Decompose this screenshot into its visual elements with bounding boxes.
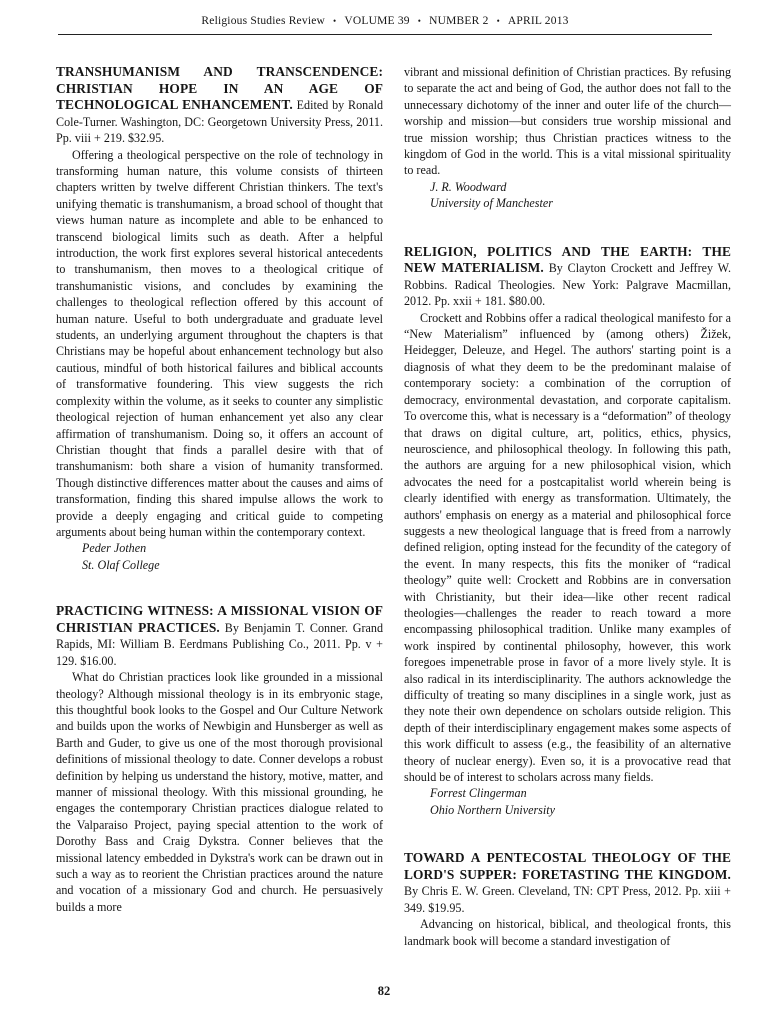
reviewer-affiliation: St. Olaf College xyxy=(82,557,160,572)
review-body: Crockett and Robbins offer a radical theological manifesto for a “New Materialism” influenced by (among others) Žižek, Heidegger, Deleuze, and Hegel. The authors' starting point is a diagnosis of what they deem to be the predominant malaise of contemporary society: a combination of the corruption of democracy, environmental devastation, and corporate capitalism. To overcome this, what is necessary is a “deformation” of theology that draws on digital culture, art, politics, ethics, physics, neuroscience, and philosophical theology. In following this path, the authors are arguing for a new philosophical vision, which advocates the need for a postcapitalist world wherein being is clearly identified with energy as transformation. Ultimately, the authors' emphasis on energy as a material and philosophical force suggests a new theological language that is freed from a narrowly defined religion, opting instead for the fecundity of the category of the event. In many respects, this fits the moniker of “radical theology” quite well: Crockett and Robbins are in conversation with Christianity, but their idea—like other recent radical theologies—challenges the reader to reach toward a more encompassing philosophical tradition. Unlike many examples of work inspired by continental philosophy, however, this work foregoes impenetrable prose in favor of a more lively style. It is also radical in its interdisciplinarity. The authors acknowledge the difficulty of treating so many disciplines in a single work, just as they note their own dependence on scholars outside religion. This depth of their interdisciplinary engagement makes some aspects of this work difficult to assess (e.g., the feasibility of an alternative theory of nuclear energy). Even so, it is a provocative read that should be of interest to scholars across many fields. xyxy=(404,310,731,785)
left-column xyxy=(56,64,383,915)
review-heading xyxy=(56,603,383,669)
journal-name: Religious Studies Review xyxy=(201,15,326,27)
review-heading xyxy=(404,850,731,916)
reviewer-affiliation: Ohio Northern University xyxy=(430,802,555,817)
reviewer-name: Peder Jothen xyxy=(82,541,147,556)
review-body: What do Christian practices look like grounded in a missional theology? Although missional theology is in its embryonic stage, this thoughtful book looks to the Gospel and Our Culture Network and builds upon the works of Newbigin and Hunsberger as well as Barth and Guder, to give us one of the most thorough provisional definitions of missional theology to date. Conner develops a robust definition by helping us understand the history, motive, matter, and manner of missional theology. With this missional grounding, he engages the contemporary Christian practices dialogue related to the Valparaiso Project, paying special attention to the work of Dorothy Bass and Craig Dykstra. Conner believes that the missional latency embedded in Dykstra's work can be drawn out in such a way as to reorient the Christian practices around the nature and vocation of a missionary God and church. He persuasively builds a more xyxy=(56,670,383,914)
header-separator: • xyxy=(333,16,337,26)
header-separator: • xyxy=(496,16,500,26)
issue-number: NUMBER 2 xyxy=(429,15,489,27)
book-publication-info: Edited by Ronald Cole-Turner. Washington, DC: Georgetown University Press, 2011. Pp. viii + 219. $32.95. xyxy=(56,98,383,146)
volume-label: VOLUME 39 xyxy=(344,15,410,27)
review-heading xyxy=(404,244,731,310)
book-publication-info: By Benjamin T. Conner. Grand Rapids, MI: William B. Eerdmans Publishing Co., 2011. Pp. v + 129. $16.00. xyxy=(56,620,383,668)
issue-date: APRIL 2013 xyxy=(507,15,569,27)
section-gap xyxy=(404,212,731,244)
running-header xyxy=(58,8,712,35)
header-separator: • xyxy=(417,16,422,26)
section-gap xyxy=(56,573,383,603)
review-body: Advancing on historical, biblical, and theological fronts, this landmark book will become a standard investigation of xyxy=(404,917,731,948)
review-practicing-witness xyxy=(56,603,383,915)
section-gap xyxy=(404,818,731,850)
review-practicing-witness-continued xyxy=(404,64,731,212)
book-title: RELIGION, POLITICS AND THE EARTH: THE NEW MATERIALISM. xyxy=(404,243,731,276)
book-title: TRANSHUMANISM AND TRANSCENDENCE: CHRISTIAN HOPE IN AN AGE OF TECHNOLOGICAL ENHANCEMENT. xyxy=(56,64,383,113)
page-number: 82 xyxy=(377,984,391,998)
review-body: Offering a theological perspective on the role of technology in transforming human nature, this volume consists of thirteen chapters written by twelve different Christian thinkers. The text's unifying thematic is transhumanism, a broad school of thought that views human nature as incomplete and able to be enhanced to transcend biological limits such as death. After a helpful introduction, the work first explores several historical antecedents to transhumanism, then moves to a theological critique of transhumanistic visions, and concludes by examining the challenges to theological reflection offered by this account of human nature. Useful to both undergraduate and graduate level students, an underlying argument throughout the chapters is that Christians may be hopeful about enhancement technology but also cautious, mindful of both historical failures and biblical accounts of transformative foundering. This view suggests the rich complexity within the volume, as it seeks to counter any simplistic theological rejection of human enhancement yet also any clear affirmation of transhumanism. Doing so, it offers an account of Christian thought that finds a parallel desire with that of transhumanism: both share a vision of humanity transformed. Though distinctive differences matter about the causes and aims of transformation, finding this shared impulse allows the work to provide a deeply engaging and critical guide to competing arguments about being human within the contemporary context. xyxy=(56,147,383,539)
right-column xyxy=(404,64,731,949)
reviewer-name: Forrest Clingerman xyxy=(430,786,527,801)
book-title: PRACTICING WITNESS: A MISSIONAL VISION OF CHRISTIAN PRACTICES. xyxy=(56,603,383,635)
review-transhumanism xyxy=(56,64,383,573)
reviewer-name: J. R. Woodward xyxy=(430,179,507,194)
review-pentecostal-theology xyxy=(404,850,731,949)
review-body-continued: vibrant and missional definition of Christian practices. By refusing to separate the act and being of God, the author does not fall to the unnecessary dichotomy of the inner and outer life of the church—worship and mission—but considers true worship missional and true mission worship; thus Christian practices witness to the kingdom of God in the world. This is a vital missional spirituality to read. xyxy=(404,65,731,178)
reviewer-affiliation: University of Manchester xyxy=(430,196,553,211)
book-title: TOWARD A PENTECOSTAL THEOLOGY OF THE LORD'S SUPPER: FORETASTING THE KINGDOM. xyxy=(404,850,731,882)
book-publication-info: By Chris E. W. Green. Cleveland, TN: CPT Press, 2012. Pp. xiii + 349. $19.95. xyxy=(404,884,731,915)
book-publication-info: By Clayton Crockett and Jeffrey W. Robbins. Radical Theologies. New York: Palgrave Macmillan, 2012. Pp. xxii + 181. $80.00. xyxy=(404,261,731,309)
review-religion-politics-earth xyxy=(404,244,731,819)
review-heading xyxy=(56,64,383,147)
